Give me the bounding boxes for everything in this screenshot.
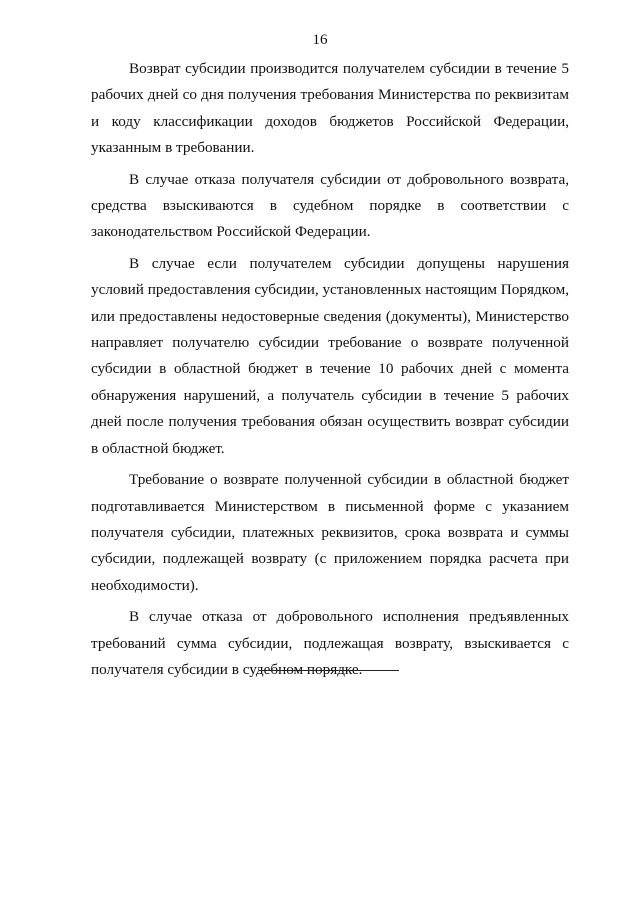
page-number: 16	[312, 32, 328, 48]
paragraph-demand-form: Требование о возврате полученной субсидии в областной бюджет подготавливается Министерством в письменной форме с указанием получателя субсидии, платежных реквизитов, срока возврата и суммы субсидии, подлежащей возврату (с приложением порядка расчета при необходимости).	[91, 471, 569, 594]
end-of-document-line	[259, 670, 399, 671]
paragraph-violations-demand: В случае если получателем субсидии допущены нарушения условий предоставления субсидии, установленных настоящим Порядком, или предоставлены недостоверные сведения (документы), Министерство направляет получателю субсидии требование о возврате полученной субсидии в областной бюджет в течение 10 рабочих дней с момента обнаружения нарушений, а получатель субсидии в течение 5 рабочих дней после получения требования обязан осуществить возврат субсидии в областной бюджет.	[91, 254, 569, 457]
paragraph-refusal-court-recovery: В случае отказа получателя субсидии от добровольного возврата, средства взыскиваются в судебном порядке в соответствии с законодательством Российской Федерации.	[91, 170, 569, 241]
paragraph-refusal-recovery: В случае отказа от добровольного исполнения предъявленных требований сумма субсидии, подлежащая возврату, взыскивается с получателя субсидии в судебном порядке.	[91, 608, 569, 678]
paragraph-subsidy-return-procedure: Возврат субсидии производится получателем субсидии в течение 5 рабочих дней со дня получения требования Министерства по реквизитам и коду классификации доходов бюджетов Российской Федерации, указанным в требовании.	[91, 60, 569, 157]
document-body	[91, 56, 569, 688]
